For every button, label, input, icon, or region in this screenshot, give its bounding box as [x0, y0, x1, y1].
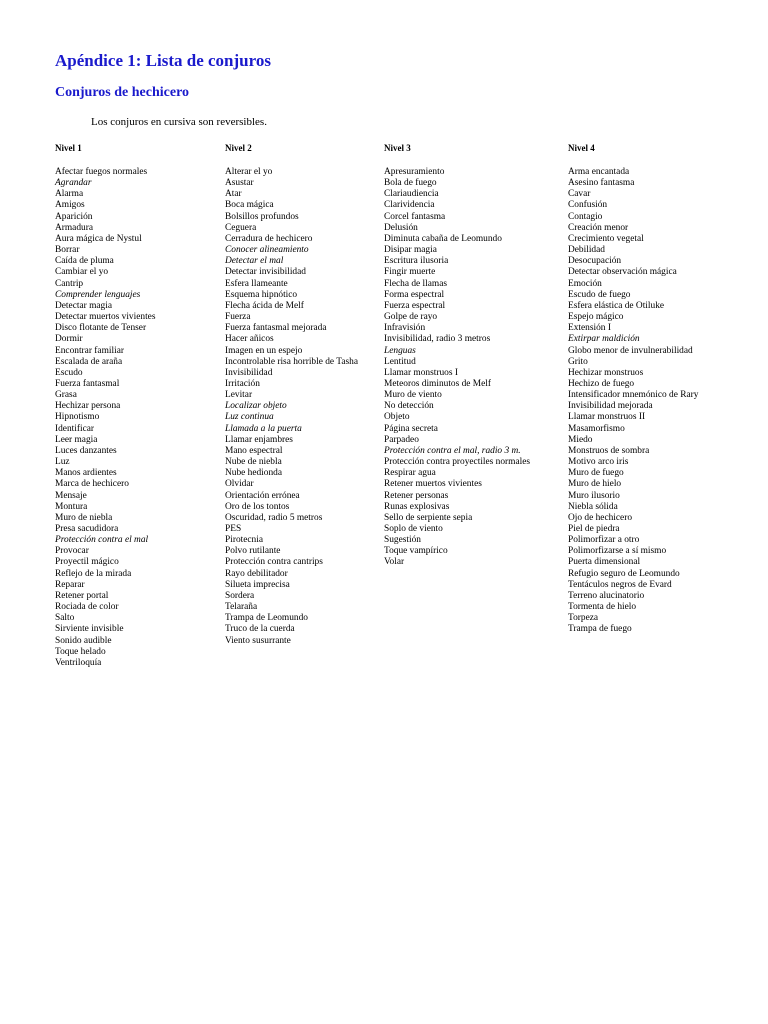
spell-item: Sirviente invisible [55, 624, 124, 635]
spell-item: Asesino fantasma [568, 178, 635, 189]
spell-item: No detección [384, 401, 434, 412]
spell-item: Flecha ácida de Melf [225, 300, 304, 311]
spell-column-level-2 [225, 143, 358, 647]
spell-item: Provocar [55, 546, 89, 557]
spell-item: Rociada de color [55, 602, 119, 613]
spell-item: Clariaudiencia [384, 189, 439, 200]
spell-item: Bola de fuego [384, 178, 437, 189]
spell-item: Monstruos de sombra [568, 445, 650, 456]
spell-item: Refugio seguro de Leomundo [568, 568, 680, 579]
spell-item: Aparición [55, 211, 93, 222]
spell-item: Grito [568, 356, 588, 367]
spell-item: Invisibilidad, radio 3 metros [384, 334, 491, 345]
spell-item: Llamar monstruos I [384, 367, 458, 378]
spell-item: Espejo mágico [568, 312, 624, 323]
spell-list [225, 167, 358, 647]
spell-item: Alarma [55, 189, 84, 200]
spell-item: Protección contra proyectiles normales [384, 457, 531, 468]
spell-item: Localizar objeto [225, 401, 287, 412]
spell-item: Borrar [55, 245, 80, 256]
spell-item: Alterar el yo [225, 167, 273, 177]
spell-item: Escalada de araña [55, 356, 123, 367]
spell-item: Delusión [384, 222, 418, 233]
spell-item: Nube hedionda [225, 468, 283, 479]
spell-item: Fingir muerte [384, 267, 436, 278]
spell-item: Arma encantada [568, 167, 630, 177]
spell-item: Cambiar el yo [55, 267, 109, 278]
spell-item: Contagio [568, 211, 603, 222]
spell-item: Boca mágica [225, 200, 274, 211]
spell-item: Golpe de rayo [384, 312, 438, 323]
spell-item: Sello de serpiente sepia [384, 512, 473, 523]
spell-item: Lenguas [384, 345, 416, 356]
spell-item: Esfera llameante [225, 278, 288, 289]
spell-item: Creación menor [568, 222, 629, 233]
spell-item: Llamar enjambres [225, 434, 293, 445]
section-title: Conjuros de hechicero [55, 85, 190, 100]
spell-item: Forma espectral [384, 289, 445, 300]
spell-item: Corcel fantasma [384, 211, 446, 222]
column-heading: Nivel 1 [55, 143, 82, 153]
spell-list [55, 167, 155, 669]
spell-item: Detectar invisibilidad [225, 267, 306, 278]
spell-item: Masamorfismo [568, 423, 625, 434]
spell-item: Encontrar familiar [55, 345, 124, 356]
spell-item: Oro de los tontos [225, 501, 290, 512]
spell-item: Manos ardientes [55, 468, 117, 479]
spell-item: Rayo debilitador [225, 568, 288, 579]
spell-item: Sugestión [384, 535, 421, 546]
spell-item: Torpeza [568, 613, 599, 624]
spell-item: Toque vampírico [384, 546, 448, 557]
spell-item: Escudo [55, 367, 83, 378]
spell-item: Esfera elástica de Otiluke [568, 300, 665, 311]
spell-item: Hipnotismo [55, 412, 100, 423]
spell-item: Apresuramiento [384, 167, 445, 177]
spell-item: Marca de hechicero [55, 479, 129, 490]
spell-item: Cantrip [55, 278, 84, 289]
spell-item: Diminuta cabaña de Leomundo [384, 233, 502, 244]
spell-item: Ceguera [225, 222, 257, 233]
spell-item: Pirotecnia [225, 535, 264, 546]
spell-item: Respirar agua [384, 468, 436, 479]
spell-item: Objeto [384, 412, 410, 423]
spell-item: Hechizo de fuego [568, 378, 635, 389]
spell-item: Polimorfizar a otro [568, 535, 640, 546]
spell-item: Orientación errónea [225, 490, 300, 501]
spell-item: Globo menor de invulnerabilidad [568, 345, 693, 356]
spell-list [384, 167, 530, 569]
spell-item: Flecha de llamas [384, 278, 447, 289]
spell-item: Imagen en un espejo [225, 345, 303, 356]
spell-item: Invisibilidad [225, 367, 273, 378]
spell-item: Sonido audible [55, 635, 112, 646]
spell-item: Detectar el mal [225, 256, 284, 267]
spell-item: Debilidad [568, 245, 605, 256]
spell-item: Luz continua [225, 412, 274, 423]
spell-item: Muro de hielo [568, 479, 622, 490]
spell-item: Fuerza [225, 312, 251, 323]
spell-item: Caída de pluma [55, 256, 114, 267]
spell-item: Oscuridad, radio 5 metros [225, 512, 323, 523]
spell-item: Llamada a la puerta [225, 423, 302, 434]
spell-item: Trampa de Leomundo [225, 613, 308, 624]
spell-item: PES [225, 524, 242, 534]
spell-item: Armadura [55, 222, 94, 233]
spell-item: Aura mágica de Nystul [55, 233, 142, 244]
spell-item: Muro ilusorio [568, 490, 620, 501]
spell-item: Crecimiento vegetal [568, 233, 644, 244]
spell-item: Cerradura de hechicero [225, 233, 313, 244]
column-heading: Nivel 4 [568, 143, 595, 153]
spell-item: Trampa de fuego [568, 624, 632, 635]
spell-item: Hacer añicos [225, 334, 274, 345]
spell-item: Grasa [55, 390, 77, 401]
spell-item: Irritación [225, 378, 260, 389]
spell-item: Telaraña [225, 602, 258, 613]
spell-item: Volar [384, 557, 405, 568]
spell-item: Cavar [568, 189, 591, 200]
spell-item: Retener personas [384, 490, 449, 501]
spell-item: Escritura ilusoria [384, 256, 449, 267]
spell-item: Polimorfizarse a sí mismo [568, 546, 667, 557]
column-heading: Nivel 2 [225, 143, 252, 153]
spell-item: Fuerza fantasmal [55, 378, 120, 389]
spell-item: Tormenta de hielo [568, 602, 637, 613]
spell-item: Asustar [225, 178, 254, 189]
spell-item: Meteoros diminutos de Melf [384, 378, 492, 389]
spell-item: Ojo de hechicero [568, 512, 633, 523]
spell-item: Página secreta [384, 423, 438, 434]
spell-item: Mano espectral [225, 445, 283, 456]
spell-item: Emoción [568, 278, 602, 289]
spell-item: Infravisión [384, 323, 426, 334]
spell-item: Nube de niebla [225, 457, 282, 468]
spell-item: Montura [55, 501, 88, 512]
spell-item: Ventriloquía [55, 657, 102, 668]
spell-item: Disipar magia [384, 245, 437, 256]
spell-item: Incontrolable risa horrible de Tasha [225, 356, 358, 367]
spell-item: Retener portal [55, 590, 109, 601]
spell-item: Protección contra el mal, radio 3 m. [384, 445, 521, 456]
spell-item: Tentáculos negros de Evard [568, 579, 672, 590]
spell-item: Hechizar monstruos [568, 367, 644, 378]
spell-item: Toque helado [55, 646, 106, 657]
spell-item: Atar [225, 189, 242, 200]
spell-item: Protección contra el mal [55, 535, 149, 546]
spell-item: Puerta dimensional [568, 557, 641, 568]
spell-item: Intensificador mnemónico de Rary [568, 390, 699, 401]
spell-item: Bolsillos profundos [225, 211, 299, 222]
spell-item: Salto [55, 613, 75, 624]
spell-item: Runas explosivas [384, 501, 450, 512]
spell-item: Extirpar maldición [568, 334, 640, 345]
spell-item: Fuerza fantasmal mejorada [225, 323, 327, 334]
spell-item: Viento susurrante [225, 635, 291, 646]
spell-column-level-3 [384, 143, 530, 569]
spell-item: Invisibilidad mejorada [568, 401, 653, 412]
spell-item: Confusión [568, 200, 608, 211]
spell-item: Motivo arco iris [568, 457, 629, 468]
spell-item: Agrandar [55, 178, 92, 189]
spell-item: Niebla sólida [568, 501, 618, 512]
spell-item: Reparar [55, 579, 85, 590]
spell-item: Terreno alucinatorio [568, 590, 645, 601]
spell-item: Detectar magia [55, 300, 112, 311]
spell-item: Silueta imprecisa [225, 579, 290, 590]
spell-item: Miedo [568, 434, 593, 445]
spell-item: Dormir [55, 334, 83, 345]
spell-column-level-4 [568, 143, 698, 636]
spell-item: Soplo de viento [384, 524, 443, 534]
spell-item: Protección contra cantrips [225, 557, 323, 568]
spell-item: Olvidar [225, 479, 254, 490]
spell-item: Polvo rutilante [225, 546, 281, 557]
spell-item: Conocer alineamiento [225, 245, 309, 256]
spell-column-level-1 [55, 143, 155, 669]
spell-item: Luz [55, 457, 70, 468]
page-title: Apéndice 1: Lista de conjuros [55, 51, 271, 70]
spell-item: Luces danzantes [55, 445, 117, 456]
spell-item: Parpadeo [384, 434, 419, 445]
column-heading: Nivel 3 [384, 143, 411, 153]
spell-list [568, 167, 698, 636]
spell-item: Desocupación [568, 256, 622, 267]
spell-item: Levitar [225, 390, 253, 401]
spell-item: Disco flotante de Tenser [55, 323, 147, 334]
spell-item: Muro de fuego [568, 468, 624, 479]
spell-item: Truco de la cuerda [225, 624, 295, 635]
spell-item: Extensión I [568, 323, 611, 334]
spell-item: Lentitud [384, 356, 416, 367]
spell-item: Detectar observación mágica [568, 267, 677, 278]
spell-item: Muro de niebla [55, 512, 113, 523]
spell-item: Leer magia [55, 434, 98, 445]
spell-item: Comprender lenguajes [55, 289, 141, 300]
spell-item: Mensaje [55, 490, 87, 501]
spell-item: Piel de piedra [568, 524, 620, 534]
spell-item: Esquema hipnótico [225, 289, 298, 300]
spell-item: Escudo de fuego [568, 289, 631, 300]
intro-text: Los conjuros en cursiva son reversibles. [91, 116, 267, 128]
spell-item: Fuerza espectral [384, 300, 446, 311]
spell-item: Retener muertos vivientes [384, 479, 482, 490]
spell-item: Llamar monstruos II [568, 412, 646, 423]
spell-item: Sordera [225, 590, 255, 601]
spell-item: Afectar fuegos normales [55, 167, 148, 177]
spell-item: Proyectil mágico [55, 557, 119, 568]
spell-item: Clarividencia [384, 200, 435, 211]
spell-item: Amigos [55, 200, 85, 211]
spell-item: Detectar muertos vivientes [55, 312, 156, 323]
spell-item: Identificar [55, 423, 95, 434]
spell-item: Hechizar persona [55, 401, 121, 412]
spell-item: Presa sacudidora [55, 524, 119, 534]
spell-item: Reflejo de la mirada [55, 568, 132, 579]
spell-item: Muro de viento [384, 390, 442, 401]
